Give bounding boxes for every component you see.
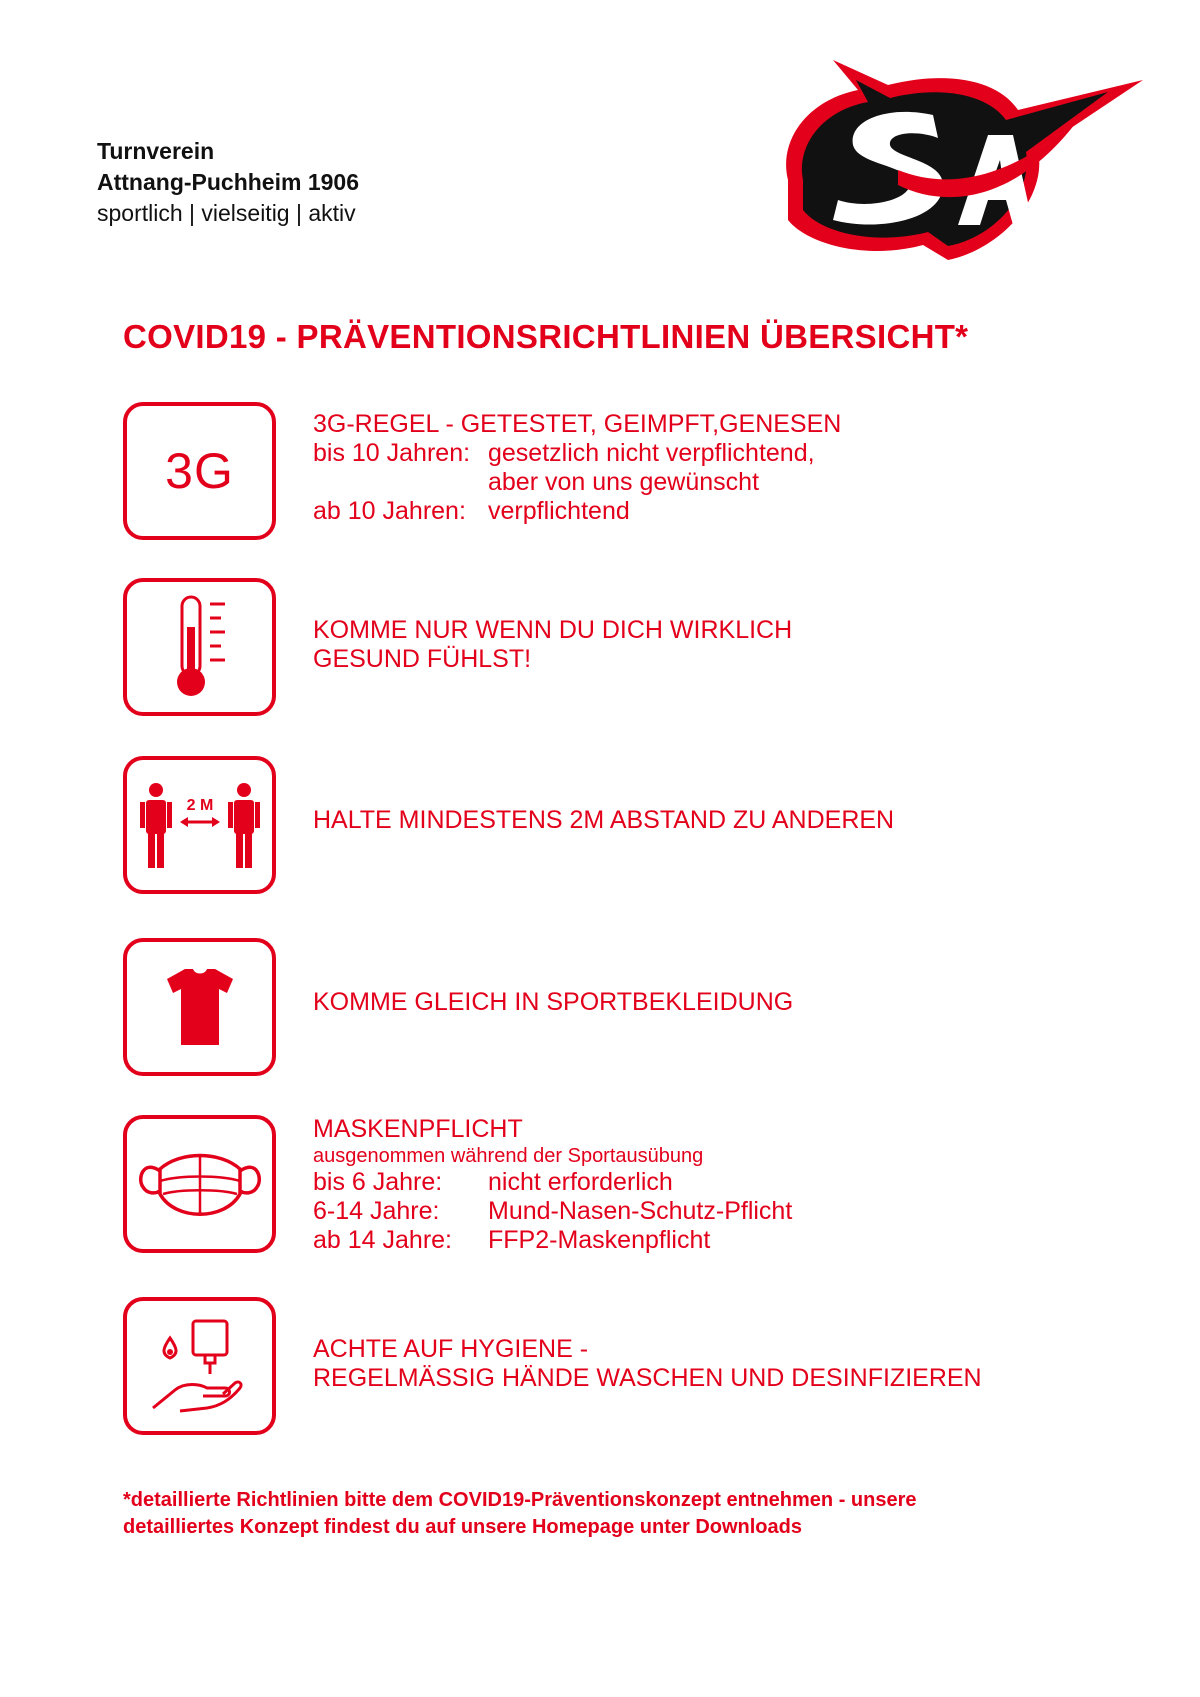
mask-icon	[123, 1115, 276, 1253]
club-header	[97, 136, 359, 229]
rule-3g-value-1: gesetzlich nicht verpflichtend,	[488, 439, 815, 467]
rule-3g-details	[313, 439, 841, 526]
rule-mask-key-3: ab 14 Jahre:	[313, 1226, 452, 1254]
club-name-line2: Attnang-Puchheim 1906	[97, 169, 359, 195]
rule-3g-key-2	[313, 468, 488, 497]
page-title: COVID19 - PRÄVENTIONSRICHTLINIEN ÜBERSICHT*	[123, 318, 969, 355]
rule-health-line1: KOMME NUR WENN DU DICH WIRKLICH	[313, 616, 793, 644]
3g-icon	[123, 402, 276, 540]
hand-sanitizer-icon	[123, 1297, 276, 1435]
rule-distance-text: HALTE MINDESTENS 2M ABSTAND ZU ANDEREN	[313, 806, 895, 834]
rule-mask-sub: ausgenommen während der Sportausübung	[313, 1145, 704, 1167]
club-name-line1: Turnverein	[97, 138, 215, 164]
logo-text: SA	[748, 60, 750, 61]
rule-3g-value-3: verpflichtend	[488, 497, 630, 525]
rule-health-line2: GESUND FÜHLST!	[313, 645, 532, 673]
rule-3g-text	[313, 410, 841, 526]
rule-3g-heading: 3G-REGEL - GETESTET, GEIMPFT,GENESEN	[313, 410, 842, 438]
rule-mask-details	[313, 1168, 792, 1255]
rule-mask-key-1: bis 6 Jahre:	[313, 1168, 443, 1196]
rule-sportswear-text: KOMME GLEICH IN SPORTBEKLEIDUNG	[313, 988, 794, 1016]
footnote-line1: *detaillierte Richtlinien bitte dem COVID19-Präventionskonzept entnehmen - unsere	[123, 1489, 917, 1511]
rule-health-text	[313, 616, 792, 674]
rule-3g-key-1: bis 10 Jahren:	[313, 439, 471, 467]
rule-mask-heading: MASKENPFLICHT	[313, 1115, 523, 1143]
tshirt-icon	[123, 938, 276, 1076]
thermometer-icon	[123, 578, 276, 716]
club-slogan: sportlich | vielseitig | aktiv	[97, 200, 356, 226]
rule-mask-value-2: Mund-Nasen-Schutz-Pflicht	[488, 1197, 793, 1225]
3g-icon-label: 3G	[165, 443, 234, 499]
rule-3g-key-3: ab 10 Jahren:	[313, 497, 466, 525]
footnote-line2: detailliertes Konzept findest du auf unsere Homepage unter Downloads	[123, 1516, 802, 1538]
rule-mask-value-1: nicht erforderlich	[488, 1168, 673, 1196]
rule-mask-key-2: 6-14 Jahre:	[313, 1197, 440, 1225]
club-logo	[748, 60, 1148, 270]
distance-icon-label: 2 M	[186, 797, 213, 814]
rule-3g-value-2: aber von uns gewünscht	[488, 468, 760, 496]
rule-mask-value-3: FFP2-Maskenpflicht	[488, 1226, 711, 1254]
rule-hygiene-line2: REGELMÄSSIG HÄNDE WASCHEN UND DESINFIZIEREN	[313, 1364, 982, 1392]
distance-icon	[123, 756, 276, 894]
rule-hygiene-text	[313, 1335, 982, 1393]
footnote	[123, 1487, 917, 1541]
rule-mask-text	[313, 1115, 792, 1255]
rule-hygiene-line1: ACHTE AUF HYGIENE -	[313, 1335, 589, 1363]
